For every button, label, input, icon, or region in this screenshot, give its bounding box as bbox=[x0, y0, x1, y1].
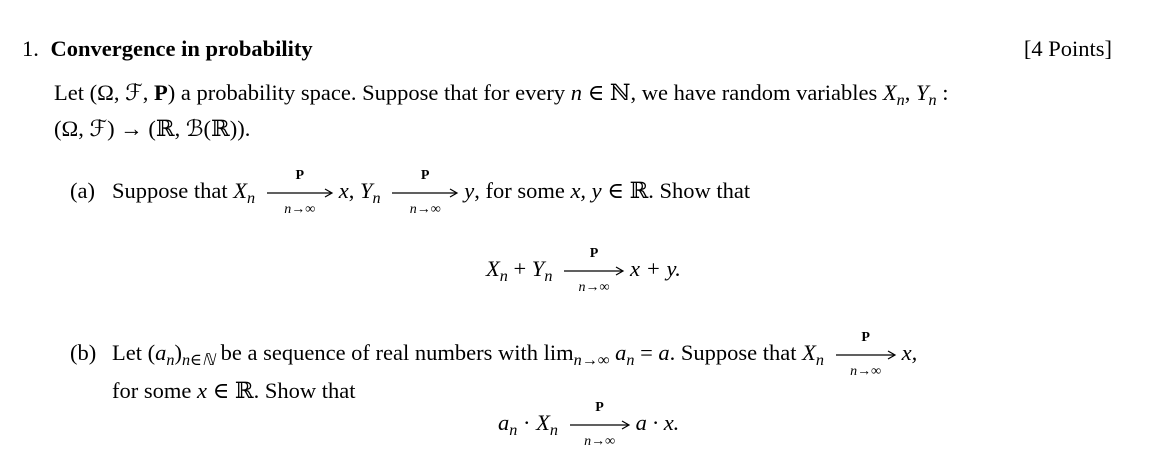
part-b-line2-text: for some bbox=[112, 378, 197, 403]
intro-text-b: ) a probability space. Suppose that for every bbox=[167, 80, 571, 105]
part-a-equation bbox=[486, 245, 681, 295]
arrow-label-P: P bbox=[589, 245, 599, 261]
part-b-line2-end: ∈ ℝ. Show that bbox=[206, 378, 356, 403]
convergence-arrow-a2 bbox=[390, 167, 460, 217]
intro-prob-P: P bbox=[154, 80, 168, 105]
part-a-text-1: Suppose that bbox=[112, 178, 234, 203]
part-a-Y-sub: n bbox=[372, 188, 381, 207]
intro-text-c: ∈ ℕ, we have random variables bbox=[582, 80, 883, 105]
eq-a-Y-sub: n bbox=[544, 266, 553, 285]
arrow-label-limit: n→∞ bbox=[850, 363, 882, 379]
intro-Y-sub: n bbox=[928, 90, 937, 109]
arrow-label-P: P bbox=[595, 399, 604, 415]
arrow-label-limit: n→∞ bbox=[409, 201, 441, 217]
part-a-xy: x, y bbox=[570, 178, 602, 203]
arrow-label-P: P bbox=[861, 329, 870, 345]
part-a-X: X bbox=[233, 178, 247, 203]
intro-Y: Y bbox=[916, 80, 929, 105]
intro-line-1: Let (Ω, ℱ, P) a probability space. Suppose that for every n ∈ ℕ, we have random variables $X_n$, $Y_n$ : bbox=[54, 80, 949, 109]
part-b-statement bbox=[112, 329, 918, 379]
part-a-comma: , bbox=[348, 178, 360, 203]
intro-text-d: : bbox=[936, 80, 949, 105]
convergence-arrow-b1 bbox=[834, 329, 898, 379]
eq-b-a-sub: n bbox=[509, 420, 518, 439]
convergence-arrow-a1 bbox=[265, 167, 335, 217]
arrow-label-limit: n→∞ bbox=[284, 201, 316, 217]
part-b-equation bbox=[498, 399, 680, 449]
part-b-a3: a bbox=[658, 340, 670, 365]
part-a-X-sub: n bbox=[247, 188, 256, 207]
convergence-arrow-b2 bbox=[568, 399, 632, 449]
part-a-label: (a) bbox=[70, 178, 95, 203]
part-b-text-5: . Suppose that bbox=[669, 340, 803, 365]
eq-a-X-sub: n bbox=[499, 266, 508, 285]
eq-a-rhs: x + y. bbox=[630, 256, 681, 281]
intro-text-a: Let (Ω, ℱ, bbox=[54, 80, 155, 105]
part-b-line2-x: x bbox=[196, 378, 207, 403]
part-b-lim-sub: n→∞ bbox=[573, 350, 610, 369]
problem-points: [4 Points] bbox=[1023, 36, 1112, 61]
intro-n: n bbox=[570, 80, 583, 105]
eq-a-plus: + bbox=[507, 256, 532, 281]
part-b-x: x, bbox=[901, 340, 918, 365]
part-a-statement bbox=[112, 167, 751, 217]
part-b-label: (b) bbox=[70, 340, 97, 365]
part-b-a-sub: n bbox=[166, 350, 175, 369]
eq-b-rhs: a · x. bbox=[635, 410, 680, 435]
part-a-text-2: , for some bbox=[474, 178, 571, 203]
arrow-label-P: P bbox=[420, 167, 430, 183]
eq-b-dot: · bbox=[517, 410, 537, 435]
convergence-arrow-a3 bbox=[562, 245, 626, 295]
part-b-X: X bbox=[802, 340, 816, 365]
arrow-label-P: P bbox=[295, 167, 304, 183]
problem-number: 1. bbox=[22, 36, 39, 61]
part-b-line-2 bbox=[112, 380, 355, 403]
part-b-a2-sub: n bbox=[626, 350, 635, 369]
problem-header bbox=[22, 38, 313, 61]
problem-title: Convergence in probability bbox=[50, 36, 313, 61]
intro-X: X bbox=[882, 80, 897, 105]
part-b-a2: a bbox=[615, 340, 627, 365]
part-b-X-sub: n bbox=[815, 350, 824, 369]
eq-b-a: a bbox=[498, 410, 510, 435]
intro-line-2: (Ω, ℱ) → (ℝ, ℬ(ℝ)). bbox=[54, 116, 251, 141]
eq-a-Y: Y bbox=[531, 256, 545, 281]
eq-b-X: X bbox=[536, 410, 550, 435]
part-a-Y: Y bbox=[359, 178, 373, 203]
arrow-label-limit: n→∞ bbox=[584, 433, 616, 449]
part-b-text-2: ) bbox=[174, 340, 182, 365]
arrow-label-limit: n→∞ bbox=[578, 279, 610, 295]
part-b-text-4: = bbox=[634, 340, 659, 365]
part-a-y: y bbox=[464, 178, 475, 203]
eq-b-X-sub: n bbox=[549, 420, 558, 439]
part-b-a: a bbox=[155, 340, 167, 365]
eq-a-X: X bbox=[486, 256, 500, 281]
intro-X-sub: n bbox=[896, 90, 905, 109]
part-b-text-3: be a sequence of real numbers with lim bbox=[215, 340, 574, 365]
part-a-text-3: ∈ ℝ. Show that bbox=[601, 178, 751, 203]
part-b-sub-nN: n∈ℕ bbox=[181, 350, 215, 369]
part-a-x: x bbox=[338, 178, 349, 203]
part-b-text-1: Let ( bbox=[112, 340, 156, 365]
